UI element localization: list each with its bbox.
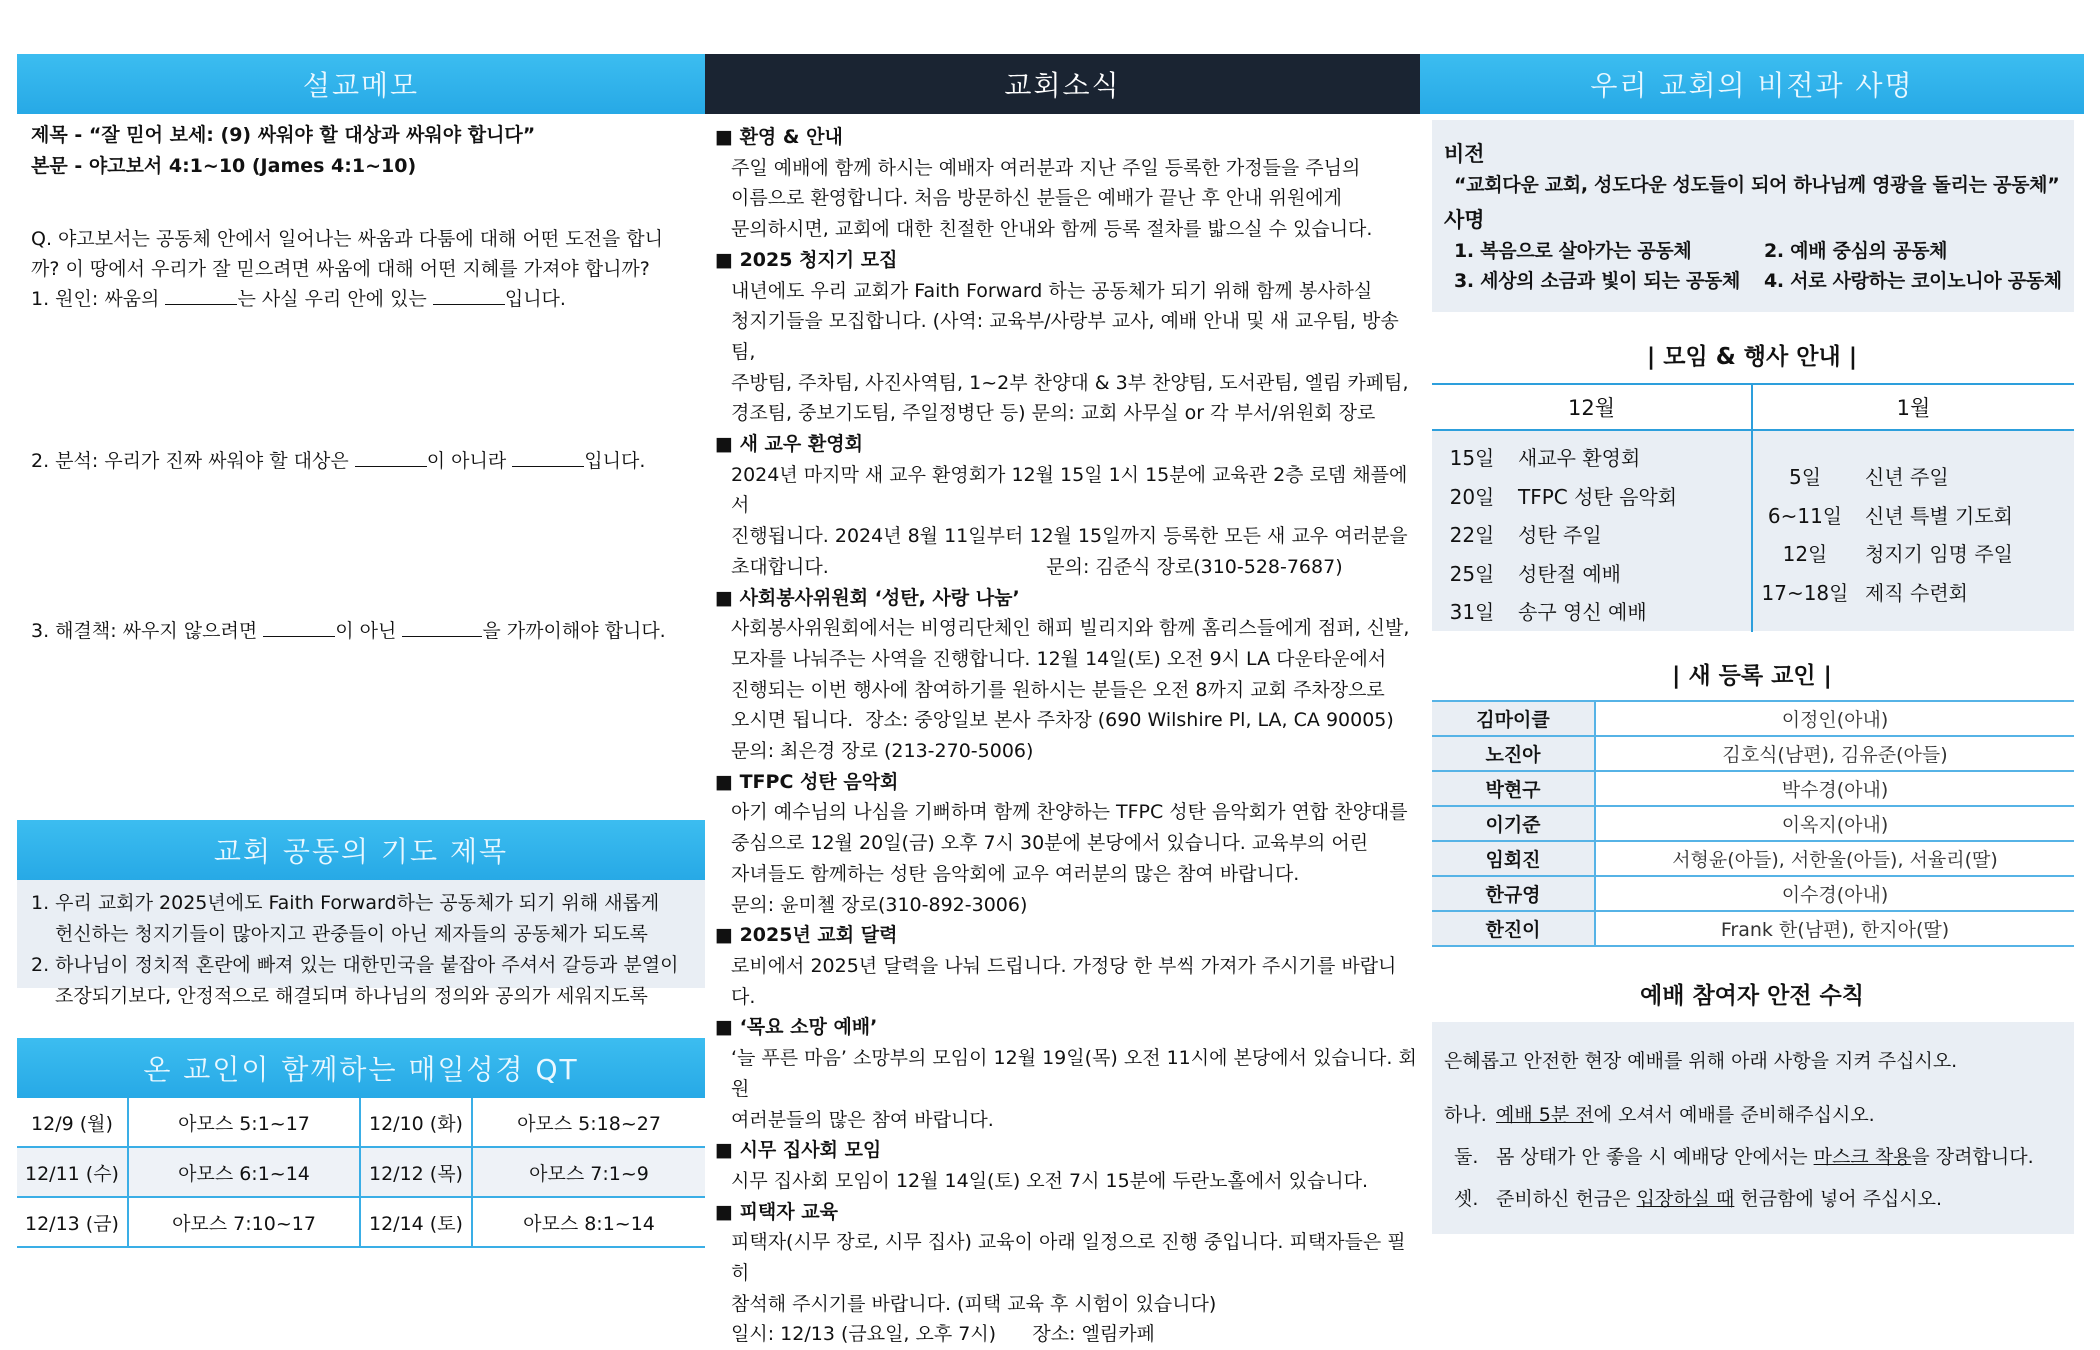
month-header: 1월 (1753, 383, 2074, 431)
new-members (1432, 700, 2074, 947)
sermon-title: 제목 - “잘 믿어 보세: (9) 싸워야 할 대상과 싸워야 합니다” (31, 124, 536, 146)
qt-table (17, 1098, 705, 1248)
safety-title: 예배 참여자 안전 수칙 (1640, 983, 1864, 1009)
qt-reading: 아모스 6:1~14 (128, 1147, 360, 1197)
month-header: 12월 (1432, 383, 1751, 431)
table-row: 한규영 이수경(아내) (1432, 876, 2074, 911)
sermon-memo-header: 설교메모 (17, 54, 705, 114)
qt-header: 온 교인이 함께하는 매일성경 QT (17, 1038, 705, 1098)
news-item-title: ■ 시무 집사회 모임 (715, 1135, 1420, 1166)
vision-label: 비전 (1444, 142, 1485, 166)
events-table (1432, 383, 2074, 631)
mission-list (1444, 236, 2066, 296)
qt-reading: 아모스 5:18~27 (472, 1098, 705, 1147)
news-item: ■ 새 교우 환영회 2024년 마지막 새 교우 환영회가 12월 15일 1시 15분에 교육관 2층 로뎀 채플에서 진행됩니다. 2024년 8월 11일부터 12월 15일까지 등록한 모든 새 교우 여러분을 초대합니다. 문의: 김준식 장로(310-528-7687) (715, 429, 1420, 583)
event-list (1432, 431, 1751, 632)
table-row: 노진아 김호식(남편), 김유준(아들) (1432, 736, 2074, 771)
qt-reading: 아모스 8:1~14 (472, 1197, 705, 1247)
mission-item: 4. 서로 사랑하는 코이노니아 공동체 (1764, 270, 2062, 292)
prayer-item: 2. 하나님이 정치적 혼란에 빠져 있는 대한민국을 붙잡아 주셔서 갈등과 분열이 (31, 954, 679, 976)
list-item: 22일 성탄 주일 (1449, 523, 1602, 547)
fill-blank (402, 618, 482, 637)
members-table (1432, 700, 2074, 947)
news-item: ■ 2025년 교회 달력 로비에서 2025년 달력을 나눠 드립니다. 가정당 한 부씩 가져가 주시기를 바랍니다. (715, 920, 1420, 1012)
qt-date: 12/14 (토) (360, 1197, 472, 1247)
members-title: | 새 등록 교인 | (1672, 663, 1832, 689)
news-column (705, 54, 1420, 1350)
list-item: 6~11일 신년 특별 기도회 (1767, 503, 2013, 528)
qt-reading: 아모스 7:1~9 (472, 1147, 705, 1197)
prayer-section (17, 820, 705, 1007)
list-item: 25일 성탄절 예배 (1449, 561, 1621, 586)
table-row: 이기준 이옥지(아내) (1432, 806, 2074, 841)
mission-item: 2. 예배 중심의 공동체 (1764, 240, 1948, 262)
safety-item: 하나. 예배 5분 전에 오셔서 예배를 준비해주십시오. (1444, 1104, 1875, 1126)
prayer-list (17, 880, 705, 1007)
news-item-title: ■ 2025 청지기 모집 (715, 245, 1420, 276)
qt-section (17, 1038, 705, 1248)
news-item: ■ 피택자 교육 피택자(시무 장로, 시무 집사) 교육이 아래 일정으로 진행 중입니다. 피택자들은 필히 참석해 주시기를 바랍니다. (피택 교육 후 시험이 있습니다) 일시: 12/13 (금요일, 오후 7시) 장소: 엘림카페 (715, 1197, 1420, 1350)
qt-date: 12/13 (금) (17, 1197, 128, 1247)
news-item: ■ ‘목요 소망 예배’ ‘늘 푸른 마음’ 소망부의 모임이 12월 19일(목) 오전 11시에 본당에서 있습니다. 회원 여러분들의 많은 참여 바랍니다. (715, 1012, 1420, 1135)
news-item-title: ■ 사회봉사위원회 ‘성탄, 사랑 나눔’ (715, 583, 1420, 614)
news-item-title: ■ 피택자 교육 (715, 1197, 1420, 1228)
question-line: 까? 이 땅에서 우리가 잘 믿으려면 싸움에 대해 어떤 지혜를 가져야 합니까? (31, 258, 650, 280)
fill-blank (355, 448, 427, 467)
vision-column (1420, 54, 2084, 1234)
sermon-question (31, 224, 705, 314)
qt-date: 12/11 (수) (17, 1147, 128, 1197)
mission-item: 1. 복음으로 살아가는 공동체 (1454, 240, 1692, 262)
prayer-item: 조장되기보다, 안정적으로 해결되며 하나님의 정의와 공의가 세워지도록 (55, 985, 648, 1007)
news-item-title: ■ 새 교우 환영회 (715, 429, 1420, 460)
list-item: 20일 TFPC 성탄 음악회 (1449, 484, 1678, 509)
prayer-item: 1. 우리 교회가 2025년에도 Faith Forward하는 공동체가 되기 위해 새롭게 (31, 892, 660, 914)
mission-item: 3. 세상의 소금과 빛이 되는 공동체 (1454, 270, 1741, 292)
list-item: 17~18일 제직 수련회 (1761, 580, 1968, 605)
qt-date: 12/12 (목) (360, 1147, 472, 1197)
fill-blank (165, 286, 237, 305)
fill-blank (512, 448, 584, 467)
news-item: ■ TFPC 성탄 음악회 아기 예수님의 나심을 기뻐하며 함께 찬양하는 TFPC 성탄 음악회가 연합 찬양대를 중심으로 12월 20일(금) 오후 7시 30분에 본당에서 있습니다. 교육부의 어린 자녀들도 함께하는 성탄 음악회에 교우 여러분의 많은 참여 바랍니다. 문의: 윤미첼 장로(310-892-3006) (715, 767, 1420, 921)
list-item: 31일 송구 영신 예배 (1449, 600, 1647, 624)
safety-intro: 은혜롭고 안전한 현장 예배를 위해 아래 사항을 지켜 주십시오. (1444, 1050, 1958, 1072)
table-row: 박현구 박수경(아내) (1432, 771, 2074, 806)
prayer-header: 교회 공동의 기도 제목 (17, 820, 705, 880)
table-row (17, 1098, 705, 1147)
list-item: 15일 새교우 환영회 (1449, 446, 1641, 470)
sermon-passage: 본문 - 야고보서 4:1~10 (James 4:1~10) (31, 155, 417, 177)
news-item: ■ 2025 청지기 모집 내년에도 우리 교회가 Faith Forward 하는 공동체가 되기 위해 함께 봉사하실 청지기들을 모집합니다. (사역: 교육부/사랑부 교사, 예배 안내 및 새 교우팀, 방송팀, 주방팀, 주차팀, 사진사역팀, 1~2부 찬양대 & 3부 찬양팀, 도서관팀, 엘림 카페팀, 경조팀, 중보기도팀, 주일정병단 등) 문의: 교회 사무실 or 각 부서/위원회 장로 (715, 245, 1420, 429)
news-item-title: ■ 2025년 교회 달력 (715, 920, 1420, 951)
news-list (705, 114, 1420, 1350)
january-column (1753, 383, 2074, 632)
list-item: 5일 신년 주일 (1788, 465, 1949, 489)
question-line: Q. 야고보서는 공동체 안에서 일어나는 싸움과 다툼에 대해 어떤 도전을 합니 (31, 228, 664, 250)
news-header: 교회소식 (705, 54, 1420, 114)
fill-blank (263, 618, 335, 637)
news-item: ■ 환영 & 안내 주일 예배에 함께 하시는 예배자 여러분과 지난 주일 등록한 가정들을 주님의 이름으로 환영합니다. 처음 방문하신 분들은 예배가 끝난 후 안내 위원에게 문의하시면, 교회에 대한 친절한 안내와 함께 등록 절차를 밟으실 수 있습니다. (715, 122, 1420, 245)
safety-item: 둘. 몸 상태가 안 좋을 시 예배당 안에서는 마스크 착용을 장려합니다. (1454, 1146, 2034, 1168)
december-column (1432, 383, 1753, 632)
news-item-title: ■ ‘목요 소망 예배’ (715, 1012, 1420, 1043)
event-list (1753, 431, 2074, 612)
vision-text: “교회다운 교회, 성도다운 성도들이 되어 하나님께 영광을 돌리는 공동체” (1454, 174, 2060, 196)
sermon-point-1: 1. 원인: 싸움의 는 사실 우리 안에 있는 입니다. (31, 288, 566, 310)
table-row: 한진이 Frank 한(남편), 한지아(딸) (1432, 911, 2074, 946)
table-row: 김마이클 이정인(아내) (1432, 701, 2074, 736)
table-row (17, 1147, 705, 1197)
qt-reading: 아모스 5:1~17 (128, 1098, 360, 1147)
news-item: ■ 사회봉사위원회 ‘성탄, 사랑 나눔’ 사회봉사위원회에서는 비영리단체인 해피 빌리지와 함께 홈리스들에게 점퍼, 신발, 모자를 나눠주는 사역을 진행합니다. 12월 14일(토) 오전 9시 LA 다운타운에서 진행되는 이번 행사에 참여하기를 원하시는 분들은 오전 8까지 교회 주차장으로 오시면 됩니다. 장소: 중앙일보 본사 주차장 (690 Wilshire Pl, LA, CA 90005) 문의: 최은경 장로 (213-270-5006) (715, 583, 1420, 767)
prayer-item: 헌신하는 청지기들이 많아지고 관중들이 아닌 제자들의 공동체가 되도록 (55, 923, 648, 945)
sermon-memo (17, 114, 705, 647)
safety-item: 셋. 준비하신 헌금은 입장하실 때 헌금함에 넣어 주십시오. (1454, 1188, 1943, 1210)
news-item-title: ■ 환영 & 안내 (715, 122, 1420, 153)
safety-rules (1432, 1022, 2074, 1234)
list-item: 12일 청지기 임명 주일 (1782, 542, 2013, 566)
table-row (17, 1197, 705, 1247)
table-row: 임회진 서형윤(아들), 서한울(아들), 서율리(딸) (1432, 841, 2074, 876)
mission-label: 사명 (1444, 208, 1485, 232)
qt-reading: 아모스 7:10~17 (128, 1197, 360, 1247)
vision-header: 우리 교회의 비전과 사명 (1420, 54, 2084, 114)
news-item-title: ■ TFPC 성탄 음악회 (715, 767, 1420, 798)
qt-date: 12/10 (화) (360, 1098, 472, 1147)
fill-blank (433, 286, 505, 305)
qt-date: 12/9 (월) (17, 1098, 128, 1147)
events-title: | 모임 & 행사 안내 | (1646, 344, 1858, 370)
sermon-column (17, 54, 705, 1235)
news-item: ■ 시무 집사회 모임 시무 집사회 모임이 12월 14일(토) 오전 7시 15분에 두란노홀에서 있습니다. (715, 1135, 1420, 1196)
vision-box (1432, 120, 2074, 312)
sermon-point-3: 3. 해결책: 싸우지 않으려면 이 아닌 을 가까이해야 합니다. (31, 620, 666, 642)
sermon-point-2: 2. 분석: 우리가 진짜 싸워야 할 대상은 이 아니라 입니다. (31, 450, 646, 472)
